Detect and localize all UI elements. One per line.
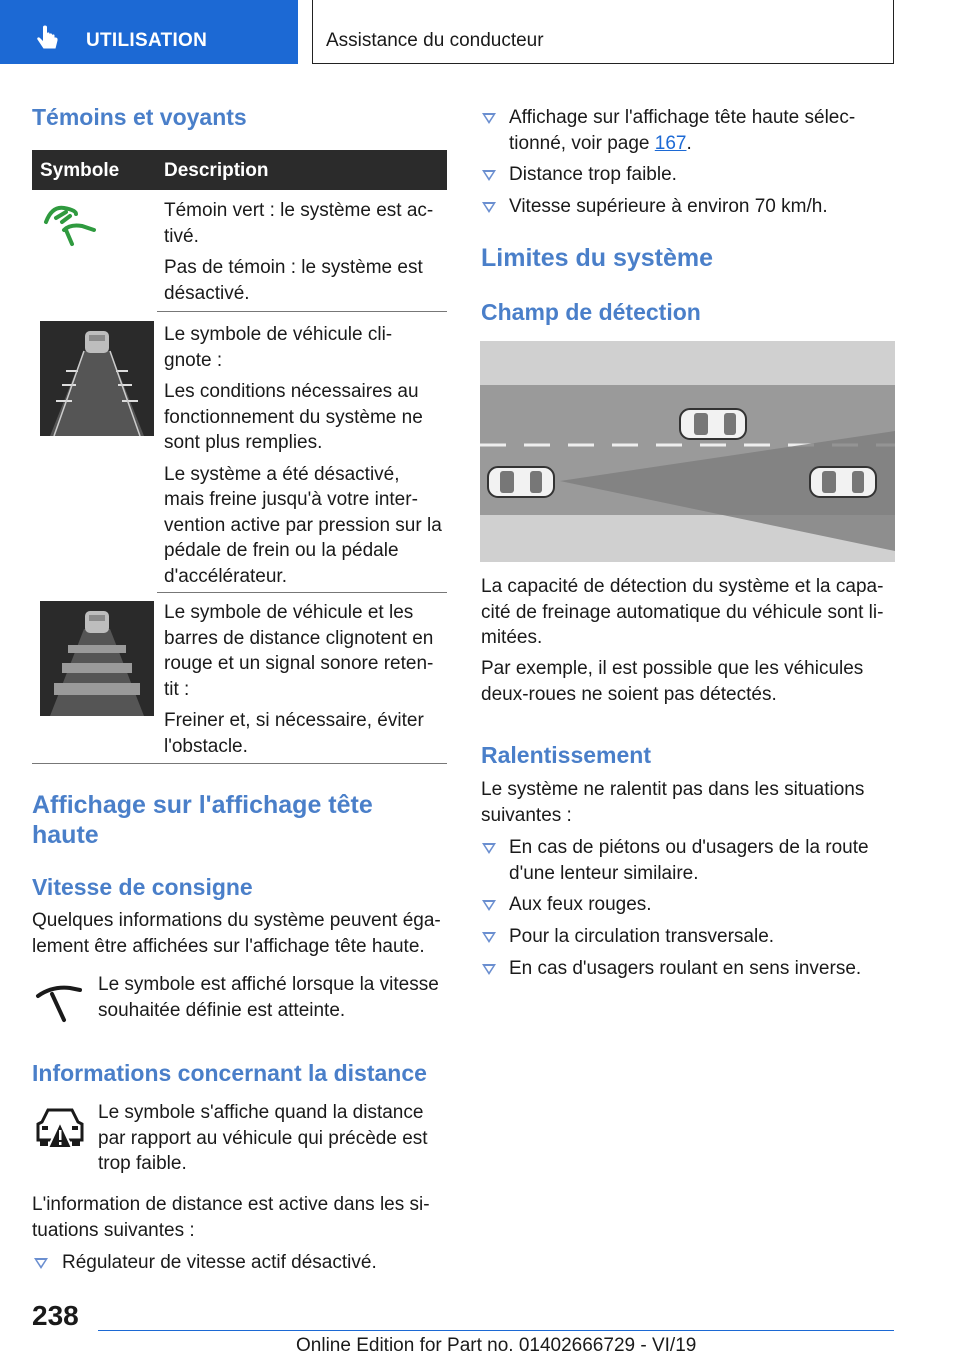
paragraph-exemple: Par exemple, il est possible que les véhicules deux-roues ne soient pas détectés. [481, 658, 864, 705]
table-row-divider [157, 311, 447, 312]
heading-temoins: Témoins et voyants [32, 104, 247, 130]
bullet-marker-icon [482, 932, 496, 943]
bullet-item: En cas de piétons ou d'usagers de la route d'une lenteur similaire. [509, 837, 869, 884]
row3-description: Le symbole de véhicule et les barres de distance clignotent en rouge et un signal sonore reten- tit : Freiner et, si nécessaire, éviter l'obstacle. [164, 602, 434, 757]
paragraph-distance-symbole: Le symbole s'affiche quand la distance par rapport au véhicule qui précède est trop faible. [98, 1102, 428, 1174]
bullet-marker-icon [482, 843, 496, 854]
section-tab[interactable] [0, 0, 298, 64]
bullet-item: Pour la circulation transversale. [509, 926, 775, 947]
bullet-item: Vitesse supérieure à environ 70 km/h. [509, 196, 828, 217]
vehicle-display-image [40, 321, 154, 436]
car-left [488, 467, 554, 497]
heading-champ-detection: Champ de détection [481, 299, 701, 325]
bullet-marker-icon [482, 900, 496, 911]
bullet-item: Régulateur de vitesse actif désactivé. [62, 1252, 377, 1273]
heading-ralentissement: Ralentissement [481, 742, 652, 768]
section-label: UTILISATION [86, 30, 208, 51]
distance-warning-icon [34, 1104, 86, 1154]
heading-vitesse-consigne: Vitesse de consigne [32, 874, 253, 900]
table-bottom-rule [32, 763, 447, 764]
car-right [810, 467, 876, 497]
table-row-divider [157, 592, 447, 593]
table-col-description: Description [164, 160, 269, 181]
detection-field-illustration [480, 341, 895, 562]
hand-pointer-icon [34, 24, 64, 54]
chapter-title: Assistance du conducteur [326, 30, 544, 51]
bullet-marker-icon [482, 113, 496, 124]
paragraph-active: L'information de distance est active dans les si- tuations suivantes : [32, 1194, 430, 1241]
green-acc-icon [42, 200, 98, 250]
paragraph-vitesse: Quelques informations du système peuvent éga- lement être affichées sur l'affichage tête haute. [32, 910, 441, 957]
bullet-marker-icon [482, 170, 496, 181]
speed-reached-icon [34, 978, 84, 1024]
paragraph-ralentit: Le système ne ralentit pas dans les situations suivantes : [481, 779, 865, 826]
heading-affichage: Affichage sur l'affichage tête haute [32, 791, 373, 849]
paragraph-capacite: La capacité de détection du système et la capa- cité de freinage automatique du véhicule sont li- mitées. [481, 576, 884, 648]
row2-description: Le symbole de véhicule cli- gnote : Les conditions nécessaires au fonctionnement du système ne sont plus remplies. Le système a été désactivé, mais freine jusqu'à votre inter- vention active par pression sur la pédale de frein ou la pédale d'accélérateur. [164, 324, 442, 587]
bullet-marker-icon [482, 202, 496, 213]
row1-description: Témoin vert : le système est ac- tivé. Pas de témoin : le système est désactivé. [164, 200, 434, 304]
heading-limites: Limites du système [481, 244, 714, 272]
edition-footer: Online Edition for Part no. 01402666729 - VI/19 [296, 1335, 697, 1356]
bullet-marker-icon [482, 964, 496, 975]
car-front [680, 409, 746, 439]
page-number: 238 [32, 1300, 79, 1331]
bullet-item: En cas d'usagers roulant en sens inverse. [509, 958, 862, 979]
paragraph-symbole: Le symbole est affiché lorsque la vitesse souhaitée définie est atteinte. [98, 974, 439, 1021]
bullet-item: Affichage sur l'affichage tête haute sélec- tionné, voir page 167. [509, 107, 856, 154]
page-ref-link[interactable]: 167 [654, 132, 687, 154]
distance-bars-image [40, 601, 154, 716]
bullet-item: Aux feux rouges. [509, 894, 652, 915]
heading-info-distance: Informations concernant la distance [32, 1060, 427, 1086]
footer-rule [98, 1330, 894, 1331]
bullet-marker-icon [34, 1258, 48, 1269]
bullet-item: Distance trop faible. [509, 164, 677, 185]
table-col-symbole: Symbole [40, 160, 120, 181]
